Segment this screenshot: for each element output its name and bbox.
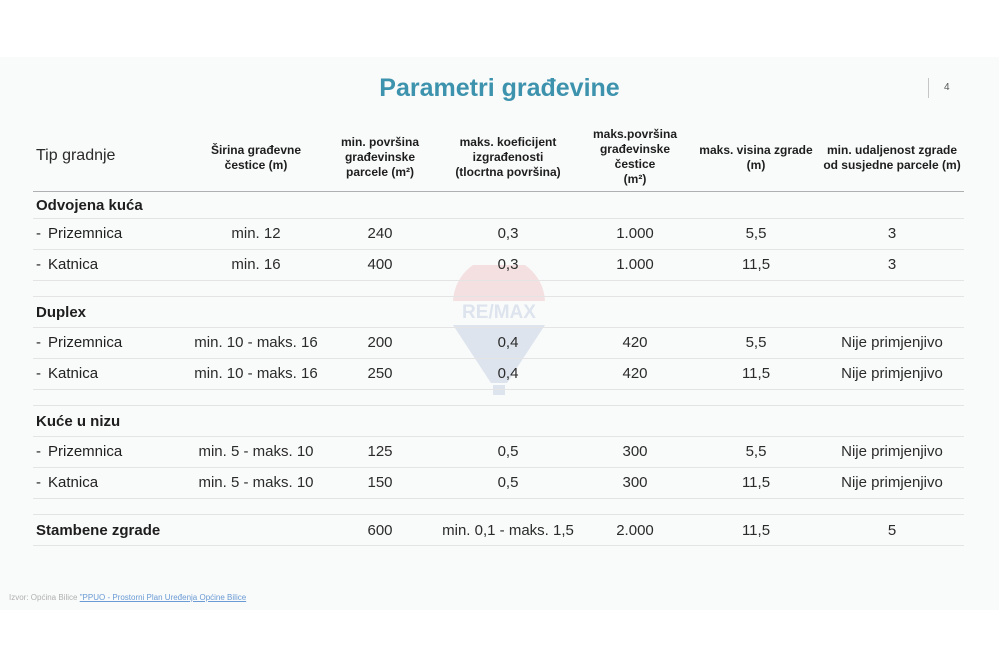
table-cell: 1.000 [616,225,654,242]
row-divider [33,514,964,515]
table-cell: 11,5 [741,256,771,273]
page-title: Parametri građevine [379,74,620,102]
watermark-text: RE/MAX [462,302,536,323]
table-cell: 2.000 [616,522,654,539]
table-cell: 3 [887,225,897,242]
table-cell: min. 12 [231,225,281,242]
table-cell: 200 [367,334,393,351]
table-cell: Nije primjenjivo [841,474,943,491]
table-cell: 250 [367,365,393,382]
table-cell: 125 [367,443,393,460]
table-cell: min. 5 - maks. 10 [198,443,314,460]
table-cell: 150 [367,474,393,491]
header-min-area: min. površina građevinske parcele (m²) [340,135,420,179]
table-cell: 0,4 [497,334,519,351]
header-type: Tip gradnje [36,147,116,164]
table-cell: Nije primjenjivo [841,365,943,382]
table-cell: 11,5 [741,365,771,382]
table-cell: Nije primjenjivo [841,443,943,460]
table-cell: 400 [367,256,393,273]
table-cell: 11,5 [741,522,771,539]
page-number-divider [928,78,929,98]
table-cell: 5 [887,522,897,539]
group-title-kuce-u-nizu: Kuće u nizu [36,413,121,430]
table-cell: min. 5 - maks. 10 [198,474,314,491]
header-distance: min. udaljenost zgrade od susjedne parcele (m) [823,143,961,172]
table-cell: min. 10 - maks. 16 [194,334,318,351]
row-divider [33,389,964,390]
row-divider [33,327,964,328]
table-cell: 1.000 [616,256,654,273]
table-cell: 600 [367,522,393,539]
table-cell: 240 [367,225,393,242]
table-cell: 420 [622,365,648,382]
table-cell: 420 [622,334,648,351]
header-separator [33,191,964,192]
table-cell: min. 0,1 - maks. 1,5 [442,522,574,539]
row-label: - Prizemnica [36,225,123,242]
row-divider [33,218,964,219]
row-divider [33,280,964,281]
row-divider [33,436,964,437]
row-divider [33,405,964,406]
table-cell: min. 16 [231,256,281,273]
row-label: - Katnica [36,256,99,273]
table-cell: min. 10 - maks. 16 [194,365,318,382]
table-cell: 0,4 [497,365,519,382]
header-width: Širina građevne čestice (m) [210,143,302,172]
source-link[interactable]: "PPUO - Prostorni Plan Uređenja Općine Bilice [79,593,247,602]
table-cell: 5,5 [745,225,767,242]
row-divider [33,498,964,499]
page-number: 4 [944,82,950,93]
table-cell: 3 [887,256,897,273]
row-divider [33,296,964,297]
table-cell: Nije primjenjivo [841,334,943,351]
table-cell: 300 [622,443,648,460]
row-label: - Katnica [36,365,99,382]
group-title-duplex: Duplex [36,304,87,321]
table-cell: 5,5 [745,334,767,351]
table-cell: 5,5 [745,443,767,460]
source-prefix: Izvor: Općina Bilice [9,593,80,602]
header-max-area: maks.površina građevinske čestice (m²) [592,127,678,186]
row-label-stambene: Stambene zgrade [36,522,161,539]
group-title-odvojena: Odvojena kuća [36,197,143,214]
row-divider [33,545,964,546]
table-cell: 0,3 [497,256,519,273]
table-cell: 11,5 [741,474,771,491]
row-label: - Prizemnica [36,443,123,460]
row-divider [33,249,964,250]
header-height: maks. visina zgrade (m) [699,143,813,172]
table-cell: 0,5 [497,474,519,491]
row-divider [33,467,964,468]
row-label: - Prizemnica [36,334,123,351]
header-coefficient: maks. koeficijent izgrađenosti (tlocrtna površina) [455,135,561,179]
table-cell: 300 [622,474,648,491]
row-divider [33,358,964,359]
table-cell: 0,3 [497,225,519,242]
table-cell: 0,5 [497,443,519,460]
source-note [9,593,246,602]
row-label: - Katnica [36,474,99,491]
